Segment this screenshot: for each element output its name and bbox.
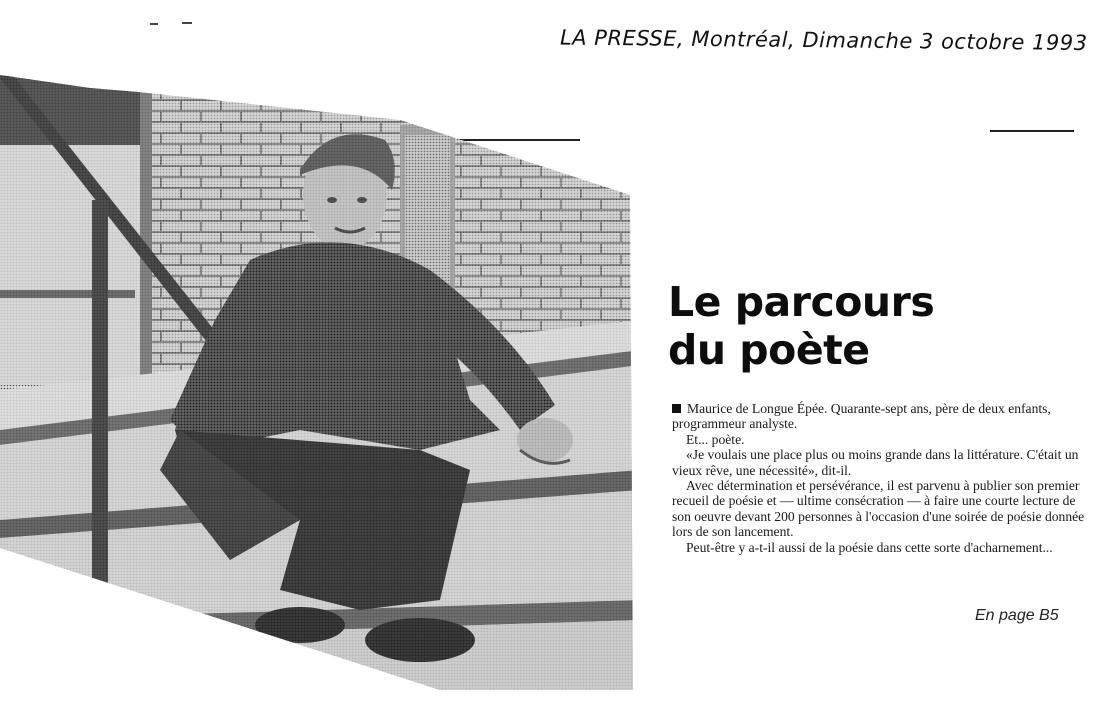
- column-rule: [990, 130, 1074, 132]
- headline-line-1: Le parcours: [668, 278, 935, 326]
- article-paragraph: Peut-être y a-t-il aussi de la poésie dans cette sorte d'acharnement...: [686, 539, 1053, 555]
- handwritten-source-note: LA PRESSE, Montréal, Dimanche 3 octobre 1993: [559, 25, 1088, 56]
- article-body: [672, 401, 1092, 555]
- article-paragraph-text: Maurice de Longue Épée. Quarante-sept ans, père de deux enfants, programmeur analyste.: [672, 401, 1051, 432]
- article-paragraph: [672, 401, 1092, 432]
- square-bullet-icon: [672, 404, 681, 413]
- article-paragraph: «Je voulais une place plus ou moins grande dans la littérature. C'était un vieux rêve, une nécessité», dit-il.: [672, 447, 1079, 478]
- headline: [668, 278, 1068, 374]
- article-paragraph: Et... poète.: [686, 431, 745, 447]
- article-paragraph: Avec détermination et persévérance, il est parvenu à publier son premier recueil de poésie et — ultime consécration — à faire une courte lecture de son oeuvre devant 200 personnes à l'occasion d'une soirée de poésie donnée lors de son lancement.: [672, 478, 1085, 540]
- headline-line-2: du poète: [668, 326, 870, 374]
- continued-reference: En page B5: [975, 607, 1059, 624]
